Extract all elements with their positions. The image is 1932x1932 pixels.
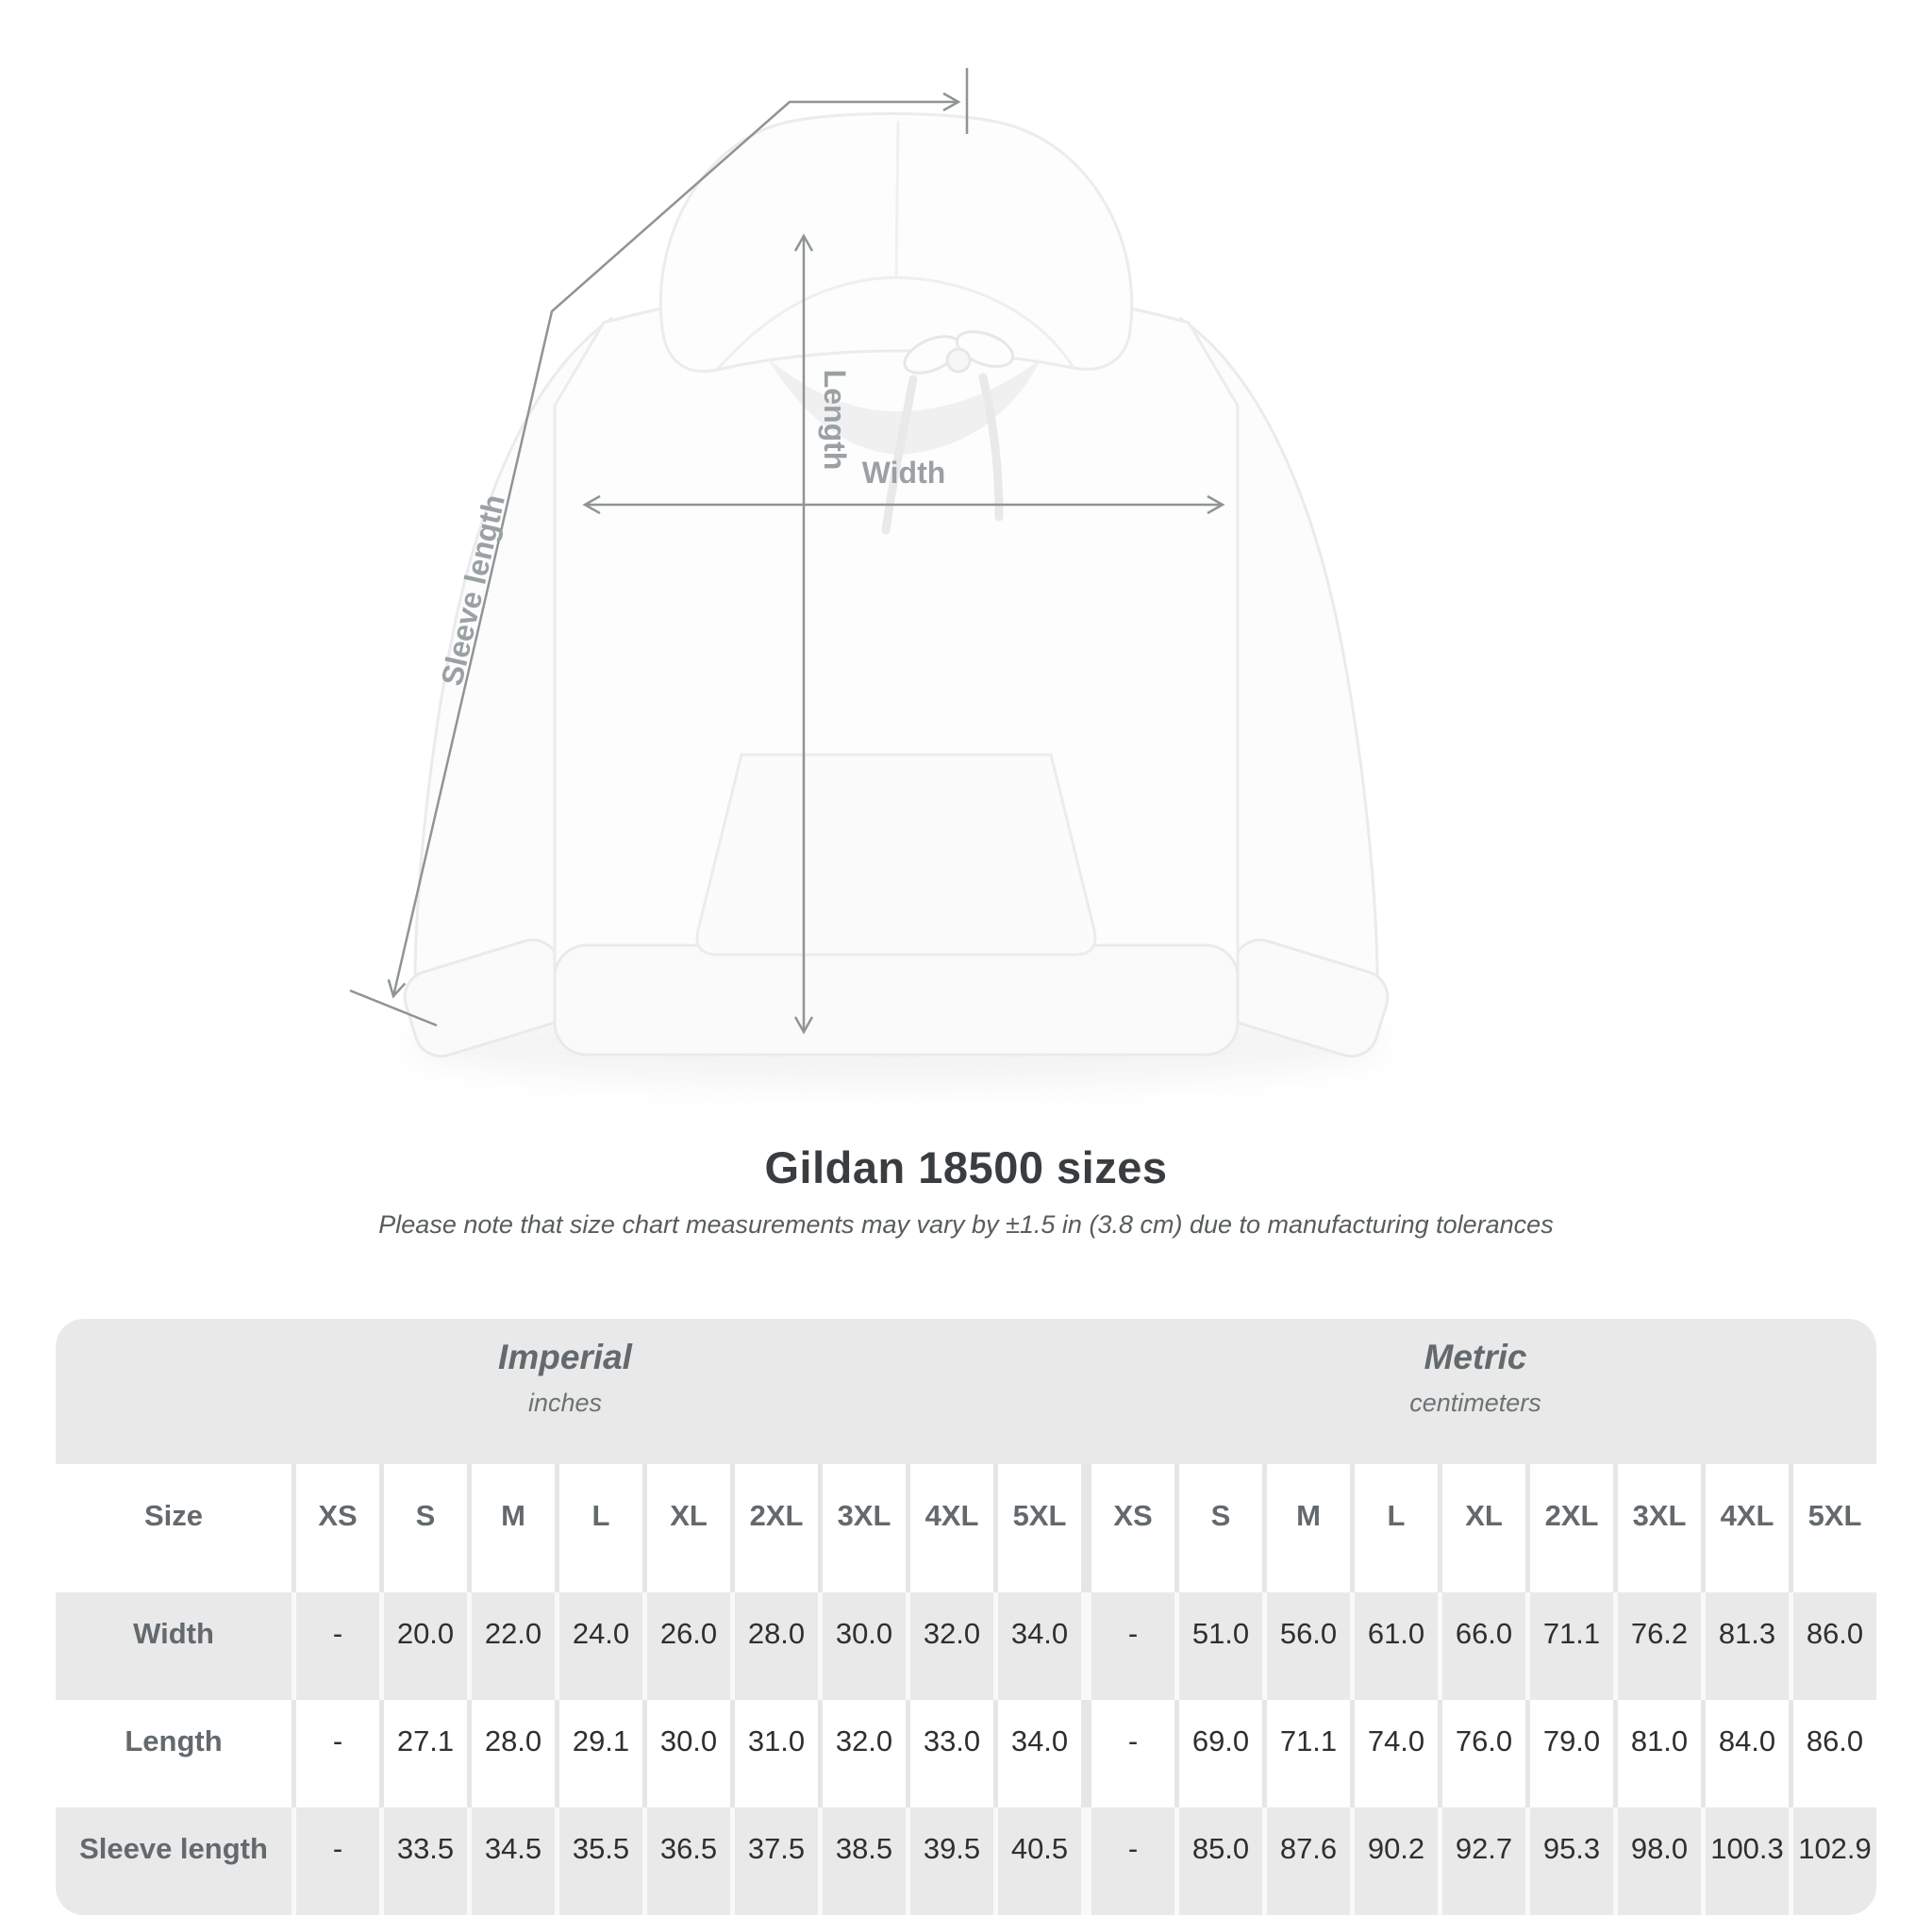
size-column-header: L (555, 1464, 642, 1592)
size-column-header: L (1350, 1464, 1438, 1592)
value-cell: 39.5 (906, 1807, 993, 1915)
size-header-cell: Size (143, 1499, 204, 1532)
sleeve-length-row (56, 1807, 1876, 1915)
value-cell: 71.1 (1525, 1592, 1613, 1700)
size-column-header: S (379, 1464, 467, 1592)
size-column-header: 5XL (993, 1464, 1081, 1592)
value-cell: 100.3 (1701, 1807, 1789, 1915)
size-column-header: 3XL (1613, 1464, 1701, 1592)
value-cell: 69.0 (1174, 1700, 1262, 1807)
length-row (56, 1700, 1876, 1807)
width-row-label: Width (133, 1617, 214, 1650)
value-cell: 32.0 (906, 1592, 993, 1700)
value-cell: 74.0 (1350, 1700, 1438, 1807)
value-cell: 95.3 (1525, 1807, 1613, 1915)
group-header-metric (1074, 1319, 1876, 1464)
value-cell: 36.5 (642, 1807, 730, 1915)
imperial-label: Imperial (498, 1338, 632, 1376)
value-cell: 90.2 (1350, 1807, 1438, 1915)
size-column-header: XL (642, 1464, 730, 1592)
value-cell: 34.0 (993, 1592, 1081, 1700)
page-title: Gildan 18500 sizes (764, 1142, 1168, 1192)
value-cell: - (1081, 1592, 1174, 1700)
value-cell: 102.9 (1789, 1807, 1876, 1915)
value-cell: 84.0 (1701, 1700, 1789, 1807)
value-cell: 35.5 (555, 1807, 642, 1915)
value-cell: 76.2 (1613, 1592, 1701, 1700)
value-cell: 92.7 (1438, 1807, 1525, 1915)
hoodie-illustration (398, 113, 1394, 1087)
width-row (56, 1592, 1876, 1700)
sleeve-row-label: Sleeve length (79, 1832, 268, 1865)
sleeve-length-label: Sleeve length (434, 491, 512, 690)
metric-label: Metric (1424, 1338, 1527, 1376)
hoodie-hem-band (555, 945, 1238, 1055)
hoodie-pocket (697, 755, 1095, 955)
value-cell: 40.5 (993, 1807, 1081, 1915)
value-cell: 51.0 (1174, 1592, 1262, 1700)
value-cell: 85.0 (1174, 1807, 1262, 1915)
value-cell: 37.5 (730, 1807, 818, 1915)
value-cell: 33.5 (379, 1807, 467, 1915)
value-cell: 31.0 (730, 1700, 818, 1807)
size-column-header: M (1262, 1464, 1350, 1592)
size-column-header: 5XL (1789, 1464, 1876, 1592)
value-cell: 79.0 (1525, 1700, 1613, 1807)
value-cell: - (291, 1592, 379, 1700)
value-cell: - (291, 1700, 379, 1807)
length-row-label: Length (125, 1724, 223, 1757)
value-cell: 87.6 (1262, 1807, 1350, 1915)
value-cell: 56.0 (1262, 1592, 1350, 1700)
value-cell: 98.0 (1613, 1807, 1701, 1915)
value-cell: 28.0 (467, 1700, 555, 1807)
size-column-header: 2XL (1525, 1464, 1613, 1592)
disclaimer-note: Please note that size chart measurements may vary by ±1.5 in (3.8 cm) due to manufacturing tolerances (378, 1210, 1554, 1239)
value-cell: 71.1 (1262, 1700, 1350, 1807)
value-cell: 61.0 (1350, 1592, 1438, 1700)
value-cell: 34.0 (993, 1700, 1081, 1807)
metric-unit-label: centimeters (1409, 1389, 1541, 1417)
size-column-header: 4XL (1701, 1464, 1789, 1592)
group-header-imperial (56, 1319, 1074, 1464)
value-cell: - (1081, 1807, 1174, 1915)
size-column-header: XS (1081, 1464, 1174, 1592)
value-cell: 30.0 (818, 1592, 906, 1700)
size-column-header: XL (1438, 1464, 1525, 1592)
value-cell: 20.0 (379, 1592, 467, 1700)
value-cell: - (291, 1807, 379, 1915)
value-cell: 29.1 (555, 1700, 642, 1807)
value-cell: 22.0 (467, 1592, 555, 1700)
size-header-row (56, 1464, 1876, 1592)
size-column-header: 2XL (730, 1464, 818, 1592)
value-cell: 34.5 (467, 1807, 555, 1915)
value-cell: 32.0 (818, 1700, 906, 1807)
value-cell: 30.0 (642, 1700, 730, 1807)
unit-group-header-row (56, 1319, 1876, 1464)
value-cell: 86.0 (1789, 1700, 1876, 1807)
value-cell: - (1081, 1700, 1174, 1807)
hood-center-seam (896, 121, 898, 277)
value-cell: 81.3 (1701, 1592, 1789, 1700)
value-cell: 24.0 (555, 1592, 642, 1700)
value-cell: 81.0 (1613, 1700, 1701, 1807)
width-label: Width (861, 456, 946, 490)
size-column-header: XS (291, 1464, 379, 1592)
length-label: Length (818, 369, 852, 471)
value-cell: 33.0 (906, 1700, 993, 1807)
value-cell: 76.0 (1438, 1700, 1525, 1807)
value-cell: 86.0 (1789, 1592, 1876, 1700)
value-cell: 38.5 (818, 1807, 906, 1915)
value-cell: 28.0 (730, 1592, 818, 1700)
value-cell: 26.0 (642, 1592, 730, 1700)
value-cell: 27.1 (379, 1700, 467, 1807)
imperial-unit-label: inches (527, 1389, 603, 1417)
value-cell: 66.0 (1438, 1592, 1525, 1700)
size-column-header: 4XL (906, 1464, 993, 1592)
size-column-header: 3XL (818, 1464, 906, 1592)
size-column-header: M (467, 1464, 555, 1592)
size-column-header: S (1174, 1464, 1262, 1592)
size-table (56, 1319, 1876, 1915)
